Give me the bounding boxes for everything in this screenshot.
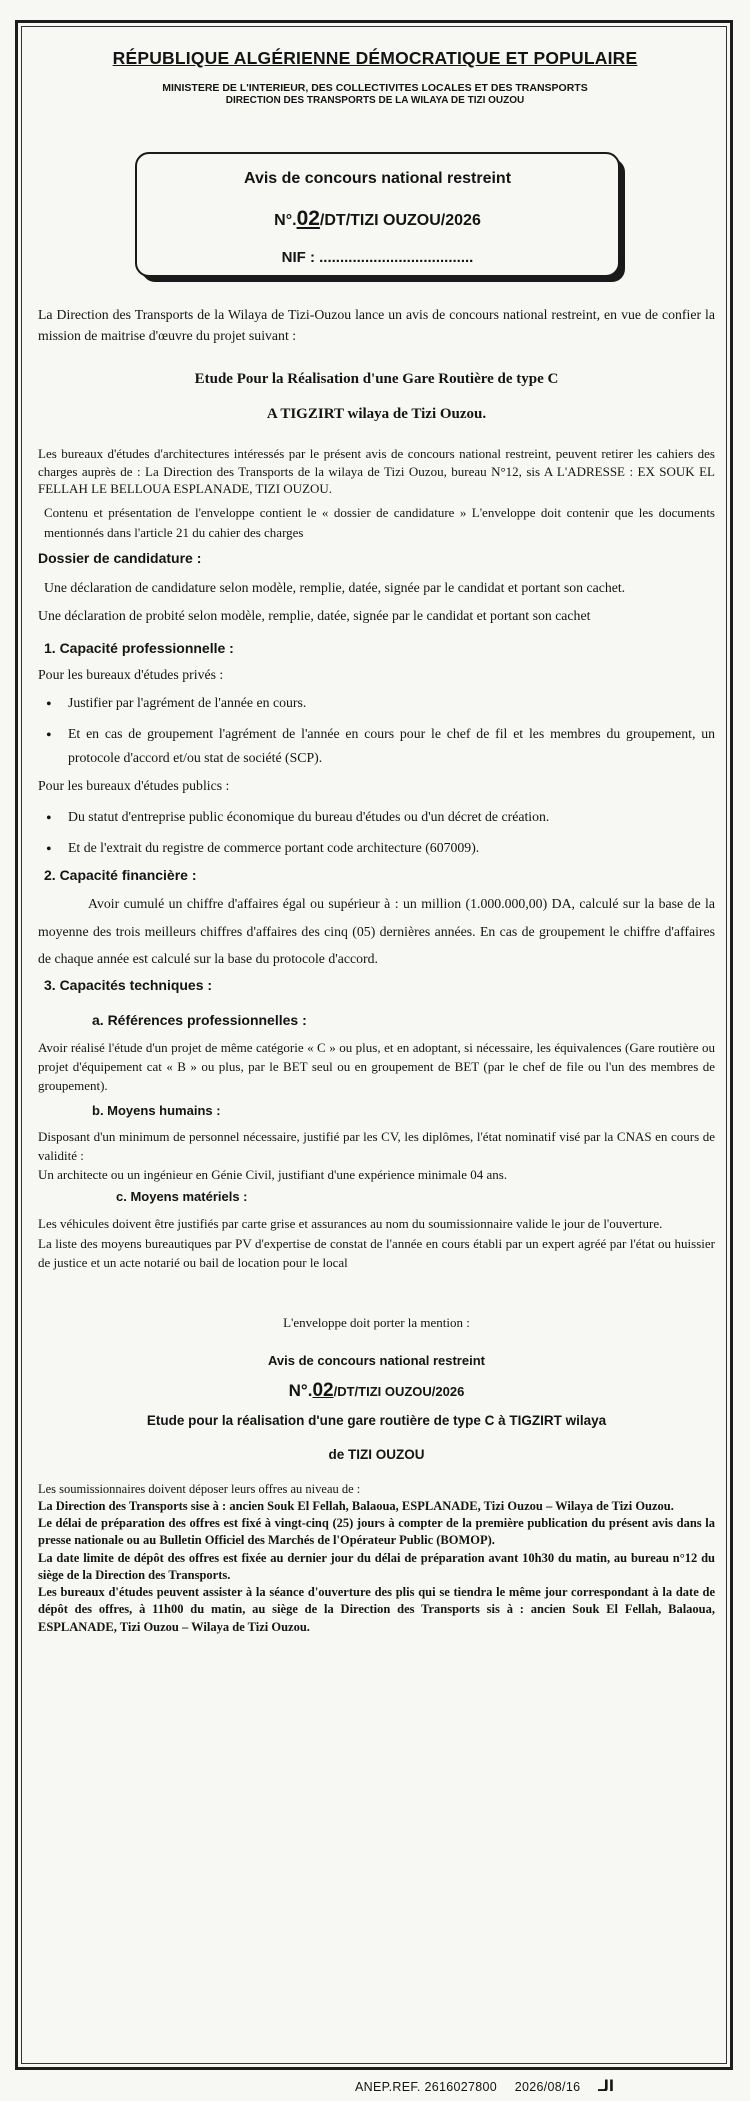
notice-title-box (135, 152, 620, 277)
anep-reference: ANEP.REF. 2616027800 (355, 2080, 497, 2094)
closing-p5: Les bureaux d'études peuvent assister à la séance d'ouverture des plis qui se tiendra le même jour correspondant à la date de dépôt des offres, à 11h00 du matin, au siège de la Direction des Transports sis à : ancien Souk El Fellah, Balaoua, ESPLANADE, Tizi Ouzou – Wilaya de Tizi Ouzou. (38, 1585, 715, 1634)
sec3b-title: b. Moyens humains : (92, 1102, 221, 1118)
project-title-line1: Etude Pour la Réalisation d'une Gare Routière de type C (194, 371, 559, 388)
sec1-public-bullet-1: • Du statut d'entreprise public économique du bureau d'études ou d'un décret de création. (38, 807, 715, 828)
sec3-title: 3. Capacités techniques : (44, 977, 213, 994)
closing-p3: Le délai de préparation des offres est fixé à vingt-cinq (25) jours à compter de la première publication du présent avis dans la presse nationale ou au Bulletin Officiel des Marchés de l'Opérateur Public (BOMOP). (38, 1516, 715, 1548)
republic-heading: RÉPUBLIQUE ALGÉRIENNE DÉMOCRATIQUE ET POPULAIRE (112, 48, 638, 68)
notice-title: Avis de concours national restreint (243, 170, 512, 187)
sec3b-text-2: Un architecte ou un ingénieur en Génie Civil, justifiant d'une expérience minimale 04 ans. (38, 1166, 508, 1182)
footer (355, 2077, 628, 2095)
sec1-title: 1. Capacité professionnelle : (44, 639, 234, 656)
newspaper-logo: الـ (598, 2077, 615, 2095)
intro-paragraph: La Direction des Transports de la Wilaya de Tizi-Ouzou lance un avis de concours national restreint, en vue de confier la mission de maitrise d'œuvre du projet suivant : (38, 307, 715, 343)
direction-heading: DIRECTION DES TRANSPORTS DE LA WILAYA DE TIZI OUZOU (225, 95, 525, 106)
closing-p1: Les soumissionnaires doivent déposer leurs offres au niveau de : (38, 1481, 361, 1496)
sec3c-text-1: Les véhicules doivent être justifiés par carte grise et assurances au nom du soumissionnaire valide le jour de l'ouverture. (38, 1216, 663, 1232)
sec3a-text: Avoir réalisé l'étude d'un projet de même catégorie « C » ou plus, et en adoptant, si nécessaire, les équivalences (Gare routière ou projet d'équipement cat « B » ou plus, par le BET seul ou en groupement de BET (par le chef de file ou l'un des membres de groupement). (38, 1040, 715, 1093)
bureaux-paragraph: Les bureaux d'études d'architectures intéressés par le présent avis de concours national restreint, peuvent retirer les cahiers des charges auprès de : La Direction des Transports de la wilaya de Tizi Ouzou, bureau N°12, sis A L'ADRESSE : EX SOUK EL FELLAH LE BELLOUA ESPLANADE, TIZI OUZOU. (38, 446, 715, 497)
nif-field: NIF : ..................................... (281, 249, 474, 266)
sec3b-text-1: Disposant d'un minimum de personnel nécessaire, justifié par les CV, les diplômes, l'état nominatif visé par la CNAS en cours de validité : (38, 1129, 715, 1163)
dossier-item-2: Une déclaration de probité selon modèle, remplie, datée, signée par le candidat et portant son cachet (38, 608, 591, 624)
mention-intro: L'enveloppe doit porter la mention : (283, 1314, 470, 1330)
sec2-text: Avoir cumulé un chiffre d'affaires égal ou supérieur à : un million (1.000.000,00) DA, calculé sur la base de la moyenne des trois meilleurs chiffres d'affaires des cinq (05) dernières années. En cas de groupement le chiffre d'affaires de chaque année est calculé sur la base du protocole d'accord. (38, 896, 715, 967)
sec1-prive-bullet-2: • Et en cas de groupement l'agrément de l'année en cours pour le chef de fil et les membres du groupement, un protocole d'accord et/ou stat de société (SCP). (38, 722, 715, 770)
closing-p2: La Direction des Transports sise à : ancien Souk El Fellah, Balaoua, ESPLANADE, Tizi Ouzou – Wilaya de Tizi Ouzou. (38, 1498, 674, 1513)
mention-project-line2: de TIZI OUZOU (328, 1447, 425, 1463)
notice-number (137, 207, 618, 231)
mention-number-value: 02 (312, 1379, 334, 1401)
dossier-item-1: Une déclaration de candidature selon modèle, remplie, datée, signée par le candidat et portant son cachet. (44, 580, 626, 596)
publication-date: 2026/08/16 (514, 2080, 581, 2094)
mention-title: Avis de concours national restreint (268, 1353, 485, 1369)
sec2-title: 2. Capacité financière : (44, 867, 197, 884)
mention-number-suffix: /DT/TIZI OUZOU/2026 (333, 1383, 465, 1399)
ministry-heading: MINISTERE DE L'INTERIEUR, DES COLLECTIVITES LOCALES ET DES TRANSPORTS (162, 82, 588, 94)
project-title-line2: A TIGZIRT wilaya de Tizi Ouzou. (266, 405, 487, 422)
mention-project-line1: Etude pour la réalisation d'une gare routière de type C à TIGZIRT wilaya (146, 1413, 607, 1429)
notice-number-prefix: N°. (274, 212, 297, 229)
contenu-paragraph: Contenu et présentation de l'enveloppe contient le « dossier de candidature » L'enveloppe doit contenir que les documents mentionnés dans l'article 21 du cahier des charges (44, 505, 715, 541)
mention-number (38, 1377, 715, 1406)
sec1-public-bullet-2: • Et de l'extrait du registre de commerce portant code architecture (607009). (38, 838, 715, 859)
sec3a-title: a. Références professionnelles : (92, 1012, 307, 1029)
notice-number-value: 02 (296, 207, 320, 230)
sec3c-title: c. Moyens matériels : (116, 1188, 248, 1204)
sec1-prive-bullet-1: • Justifier par l'agrément de l'année en cours. (38, 693, 715, 714)
closing-p4: La date limite de dépôt des offres est fixée au dernier jour du délai de préparation avant 10h30 du matin, au bureau n°12 du siège de la Direction des Transports. (38, 1550, 715, 1582)
notice-number-suffix: /DT/TIZI OUZOU/2026 (319, 212, 481, 229)
sec1-public-label: Pour les bureaux d'études publics : (38, 778, 230, 794)
notice-body (38, 305, 715, 1636)
sec1-prive-label: Pour les bureaux d'études privés : (38, 666, 224, 682)
header (0, 48, 750, 106)
sec3c-text-2: La liste des moyens bureautiques par PV d'expertise de constat de l'année en cours établi par un expert agréé par l'état ou huissier de justice et un acte notarié ou bail de location pour le local (38, 1235, 715, 1271)
mention-number-prefix: N°. (288, 1380, 313, 1400)
dossier-title: Dossier de candidature : (38, 550, 202, 567)
